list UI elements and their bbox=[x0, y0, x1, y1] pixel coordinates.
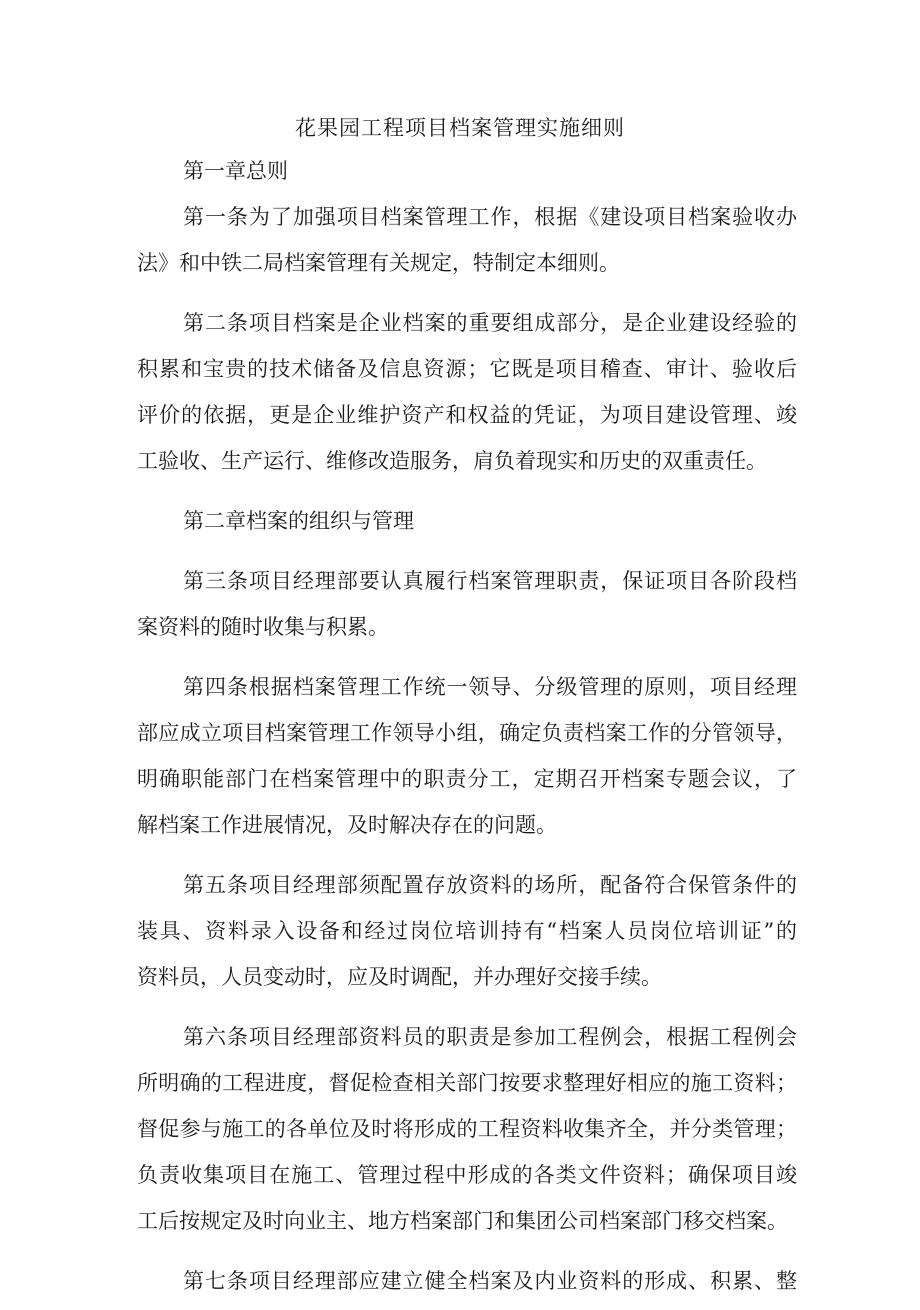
article-6-line: 工后按规定及时向业主、地方档案部门和集团公司档案部门移交档案。 bbox=[137, 1209, 788, 1233]
article-3-line: 第三条项目经理部要认真履行档案管理职责，保证项目各阶段档 bbox=[183, 569, 797, 593]
article-6-line: 第六条项目经理部资料员的职责是参加工程例会，根据工程例会 bbox=[183, 1025, 797, 1049]
article-6-line: 所明确的工程进度，督促检查相关部门按要求整理好相应的施工资料； bbox=[137, 1071, 797, 1095]
article-2-line: 评价的依据，更是企业维护资产和权益的凭证，为项目建设管理、竣 bbox=[137, 403, 797, 427]
document-title: 花果园工程项目档案管理实施细则 bbox=[295, 116, 625, 140]
article-1-line: 法》和中铁二局档案管理有关规定，特制定本细则。 bbox=[137, 251, 620, 275]
article-1-line: 第一条为了加强项目档案管理工作，根据《建设项目档案验收办 bbox=[183, 205, 797, 229]
article-6-line: 负责收集项目在施工、管理过程中形成的各类文件资料；确保项目竣 bbox=[137, 1163, 797, 1187]
article-4-line: 明确职能部门在档案管理中的职责分工，定期召开档案专题会议，了 bbox=[137, 767, 797, 791]
article-3 bbox=[137, 564, 797, 670]
article-5-line: 第五条项目经理部须配置存放资料的场所，配备符合保管条件的 bbox=[183, 873, 797, 897]
article-5 bbox=[137, 868, 797, 1020]
article-1 bbox=[137, 200, 797, 306]
article-2-line: 积累和宝贵的技术储备及信息资源；它既是项目稽查、审计、验收后 bbox=[137, 357, 797, 381]
article-2-line: 第二条项目档案是企业档案的重要组成部分，是企业建设经验的 bbox=[183, 311, 797, 335]
article-5-line: 资料员，人员变动时，应及时调配，并办理好交接手续。 bbox=[137, 965, 662, 989]
article-6-line: 督促参与施工的各单位及时将形成的工程资料收集齐全，并分类管理； bbox=[137, 1117, 797, 1141]
article-6 bbox=[137, 1020, 797, 1264]
article-2-line: 工验收、生产运行、维修改造服务，肩负着现实和历史的双重责任。 bbox=[137, 449, 767, 473]
article-4 bbox=[137, 670, 797, 868]
document-body bbox=[137, 154, 797, 1310]
chapter-heading-2: 第二章档案的组织与管理 bbox=[183, 509, 414, 533]
article-4-line: 部应成立项目档案管理工作领导小组，确定负责档案工作的分管领导， bbox=[137, 721, 797, 745]
article-4-line: 解档案工作进展情况，及时解决存在的问题。 bbox=[137, 813, 557, 837]
article-7 bbox=[137, 1264, 797, 1310]
article-5-line: 装具、资料录入设备和经过岗位培训持有“档案人员岗位培训证”的 bbox=[137, 919, 797, 943]
chapter-heading-1: 第一章总则 bbox=[183, 159, 288, 183]
article-2 bbox=[137, 306, 797, 504]
article-7-line: 第七条项目经理部应建立健全档案及内业资料的形成、积累、整 bbox=[183, 1269, 797, 1293]
article-3-line: 案资料的随时收集与积累。 bbox=[137, 615, 389, 639]
article-4-line: 第四条根据档案管理工作统一领导、分级管理的原则，项目经理 bbox=[183, 675, 797, 699]
